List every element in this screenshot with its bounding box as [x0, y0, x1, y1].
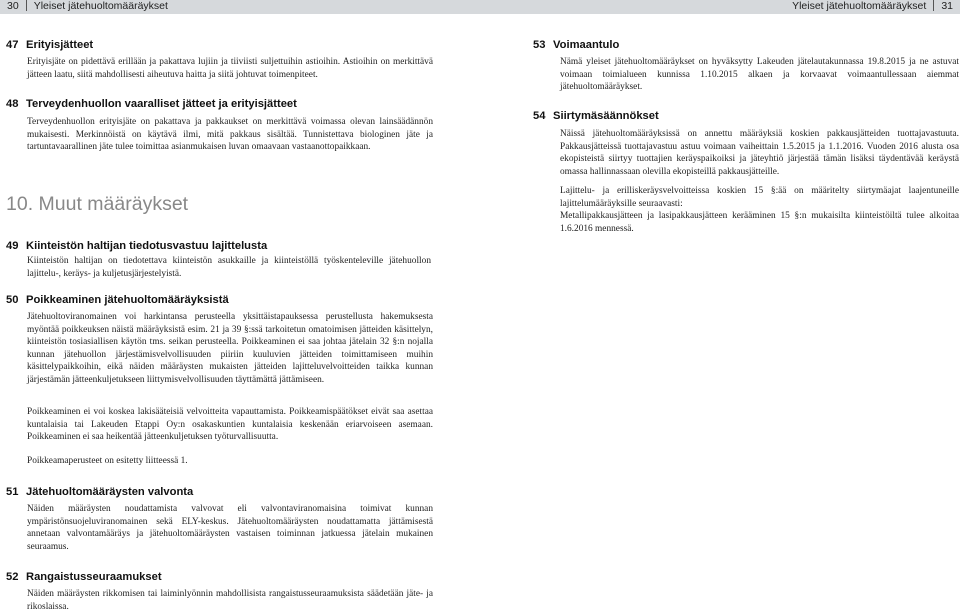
header-title-left: Yleiset jätehuoltomääräykset: [33, 0, 168, 12]
section-54-paragraph-1: Näissä jätehuoltomääräyksissä on annettu määräyksiä koskien pakkausjätteiden tuottajavastuuta. Pakkausjätteissä tuottajavastuu astuu voimaan vaiheittain 1.5.2015 ja 1.1.2016. Vuoden 2016 alusta osa ekopisteistä siirtyy tuottajien keräyspaikoiksi ja jäteyhtiö järjestää tämän lisäksi täydentävää keräystä omassa hallinnassaan olevilla ekopisteillä pakkausjätteille.: [560, 129, 959, 177]
section-50-heading: [6, 293, 229, 307]
section-number: 47: [6, 39, 19, 51]
section-title: Siirtymäsäännökset: [553, 110, 659, 122]
header-divider-right: [933, 0, 934, 11]
section-50-paragraph-1: Jätehuoltoviranomainen voi harkintansa perusteella yksittäistapauksessa perustellusta hakemuksesta myöntää poikkeuksen näistä määräyksistä esim. 21 ja 39 §:ssä tarkoitetun omatoimisen jätteiden käsittelyn, kiinteistön tosiasiallisen käytön tms. seikan perusteella. Poikkeaminen ei saa johtaa jätelain 32 §:n nojalla kunnan jätehuollon järjestämisvelvollisuuden piiriin kuuluvien jätteiden toimittamiseen muihin käsittelypaikkoihin, eikä näiden määräysten mukaisten jätteiden lajitteluvelvoitteiden taikka kunnan järjestämän jätteenkuljetukseen liittymisvelvollisuuden täyttämättä jättämiseen.: [27, 312, 433, 385]
section-48-heading: [6, 97, 297, 111]
section-number: 52: [6, 571, 19, 583]
section-title: Jätehuoltomääräysten valvonta: [26, 486, 194, 498]
section-title: Kiinteistön haltijan tiedotusvastuu lajittelusta: [26, 240, 268, 252]
section-49-text: Kiinteistön haltijan on tiedotettava kiinteistön asukkaille ja kiinteistöllä työskenteleville jätehuollon lajittelu-, keräys- ja kuljetusjärjestelyistä.: [27, 256, 431, 279]
section-title: Poikkeaminen jätehuoltomääräyksistä: [26, 294, 229, 306]
section-52-text: Näiden määräysten rikkomisen tai laiminlyönnin mahdollisista rangaistusseuraamuksista säädetään jäte- ja rikoslaissa.: [27, 589, 433, 612]
section-number: 53: [533, 39, 546, 51]
header-divider-left: [26, 0, 27, 11]
section-53-heading: [533, 38, 619, 52]
section-50-paragraph-3: Poikkeamaperusteet on esitetty liitteessä 1.: [27, 456, 188, 466]
header-right: [792, 0, 953, 13]
section-47-heading: [6, 38, 93, 52]
section-51-text: Näiden määräysten noudattamista valvovat eli valvontaviranomaisina toimivat kunnan ympäristönsuojeluviranomainen sekä ELY-keskus. Jätehuoltomääräysten noudattamatta jättämisestä annetaan valvontamääräys ja jätehuoltomääräysten vastaisen toiminnan jatkuessa jätelain mukainen seuraamus.: [27, 504, 433, 552]
header-title-right: Yleiset jätehuoltomääräykset: [792, 0, 927, 12]
section-number: 54: [533, 110, 546, 122]
section-number: 50: [6, 294, 19, 306]
section-49-heading: [6, 239, 267, 253]
section-number: 49: [6, 240, 19, 252]
section-title: Terveydenhuollon vaaralliset jätteet ja erityisjätteet: [26, 98, 297, 110]
section-54-heading: [533, 109, 659, 123]
section-title: Rangaistusseuraamukset: [26, 571, 162, 583]
section-number: 48: [6, 98, 19, 110]
section-number: 51: [6, 486, 19, 498]
section-title: Erityisjätteet: [26, 39, 94, 51]
header-left: [7, 0, 168, 13]
section-53-text: Nämä yleiset jätehuoltomääräykset on hyväksytty Lakeuden jätelautakunnassa 19.8.2015 ja ne astuvat voimaan toimialueen kunnissa 1.10.2015 alkaen ja korvaavat voimaantullessaan aiemmat jätehuoltomääräykset.: [560, 57, 959, 93]
section-50-paragraph-2: Poikkeaminen ei voi koskea lakisääteisiä velvoitteita vapauttamista. Poikkeamispäätökset eivät saa asettaa kuntalaisia tai Lakeuden Etappi Oy:n osakaskuntien kuntalaisia keskenään eriarvoiseen asemaan. Poikkeaminen ei saa heikentää jätteenkuljetuksen työturvallisuutta.: [27, 407, 433, 443]
section-48-text: Terveydenhuollon erityisjäte on pakattava ja pakkaukset on merkittävä voimassa olevan lainsäädännön mukaisesti. Merkinnöistä on käytävä ilmi, mitä pakkaus sisältää. Tunnistettava biologinen jäte ja tartuntavaarallinen jäte tulee toimittaa asianmukaisen luvan omaavaan vastaanottopaikkaan.: [27, 117, 433, 153]
chapter-heading: 10. Muut määräykset: [6, 193, 189, 215]
section-title: Voimaantulo: [553, 39, 620, 51]
section-54-paragraph-2: Lajittelu- ja erilliskeräysvelvoitteissa koskien 15 §:ää on määritelty siirtymäajat laajentuneille lajittelumääräyksille seuraavasti:: [560, 186, 959, 209]
page-number-left: 30: [7, 0, 19, 12]
section-51-heading: [6, 485, 193, 499]
section-47-text: Erityisjäte on pidettävä erillään ja pakattava lujiin ja tiiviisti suljettuihin astioihin. Astioihin on merkittävä jätteen laatu, siitä mahdollisesti aiheutuva haitta ja siitä johtuvat toimenpiteet.: [27, 57, 433, 80]
page-number-right: 31: [941, 0, 953, 12]
section-54-paragraph-3: Metallipakkausjätteen ja lasipakkausjätteen kerääminen 15 §:n mukaisilta kiinteistöiltä tulee alkoitaa 1.6.2016 mennessä.: [560, 211, 959, 234]
section-52-heading: [6, 570, 162, 584]
